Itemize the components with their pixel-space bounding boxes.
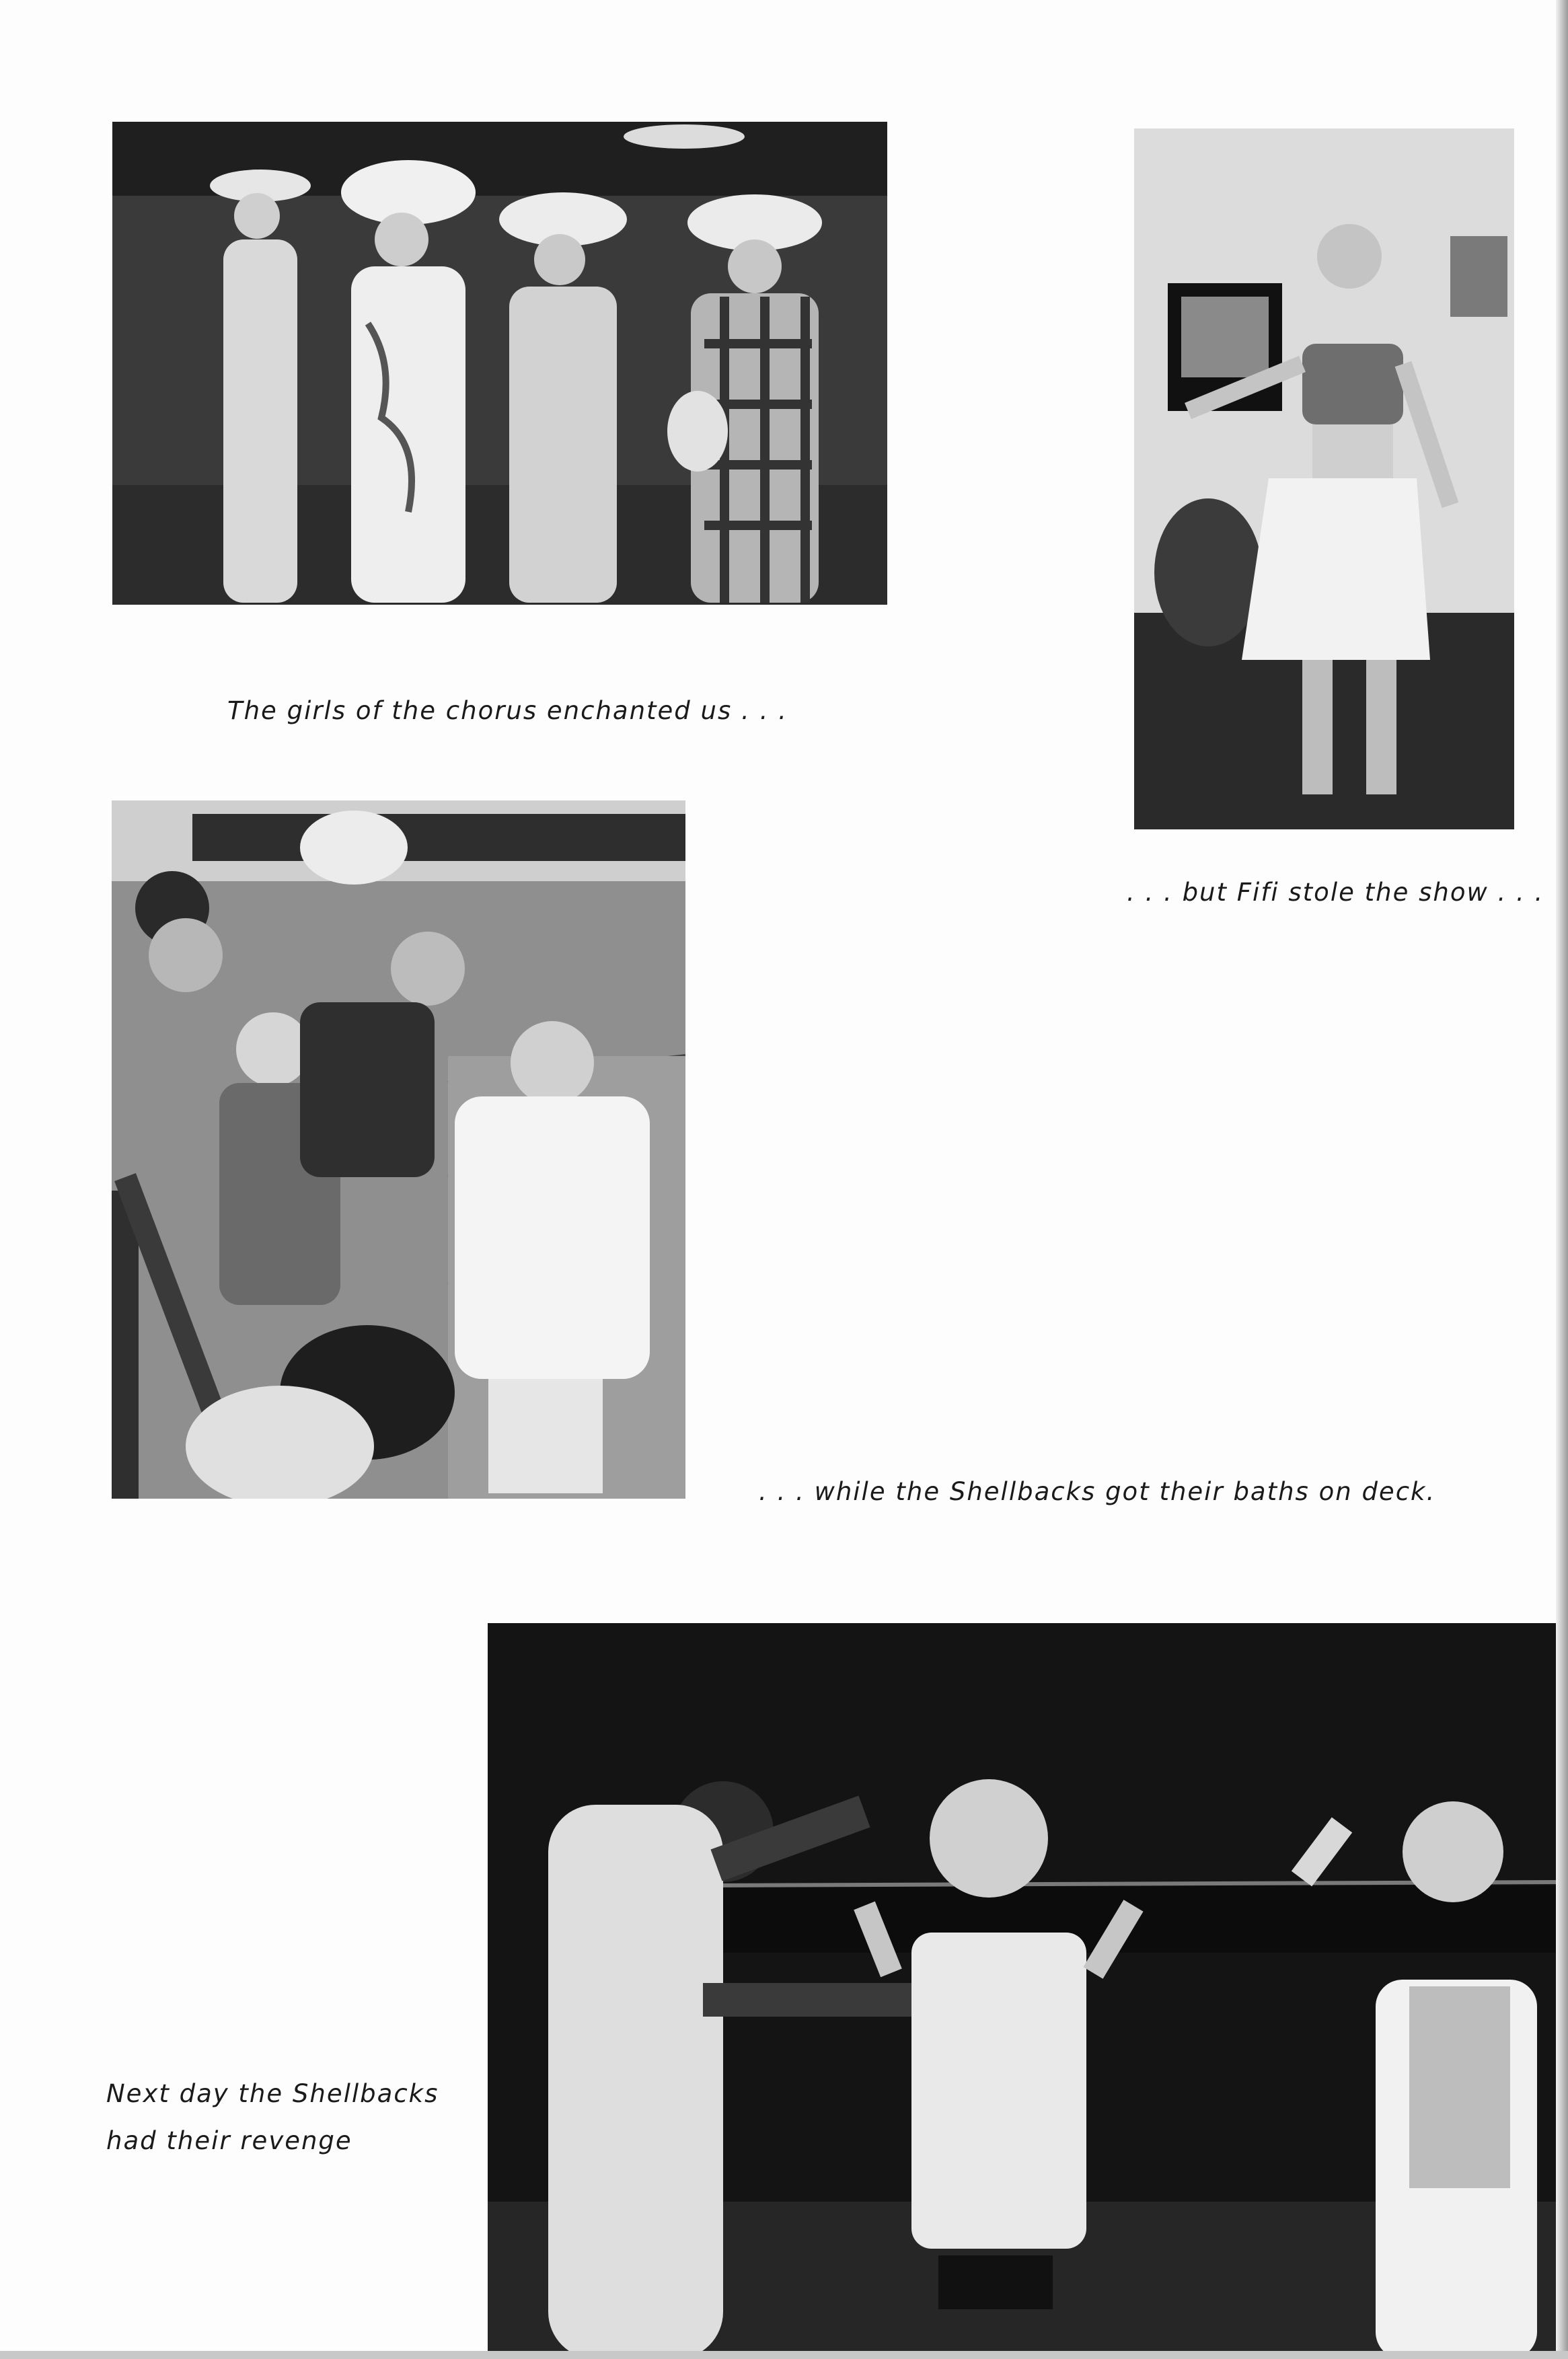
page-bottom-edge <box>0 2351 1568 2359</box>
revenge-caption-line-2: had their revenge <box>106 2126 352 2155</box>
revenge-photo-image <box>488 1623 1557 2359</box>
revenge-caption-line-1: Next day the Shellbacks <box>106 2079 439 2108</box>
page-binding-edge <box>1556 0 1568 2359</box>
revenge-photo <box>488 1623 1557 2359</box>
shellbacks-bath-photo-image <box>112 800 685 1499</box>
fifi-caption: . . . but Fifi stole the show . . . <box>1127 878 1544 907</box>
chorus-caption: The girls of the chorus enchanted us . . . <box>227 696 788 725</box>
baths-caption: . . . while the Shellbacks got their baths on deck. <box>759 1477 1436 1506</box>
revenge-caption <box>106 2070 439 2165</box>
fifi-photo <box>1134 128 1514 829</box>
shellbacks-bath-photo <box>112 800 685 1499</box>
chorus-photo <box>112 122 887 605</box>
fifi-photo-image <box>1134 128 1514 829</box>
chorus-photo-image <box>112 122 887 605</box>
